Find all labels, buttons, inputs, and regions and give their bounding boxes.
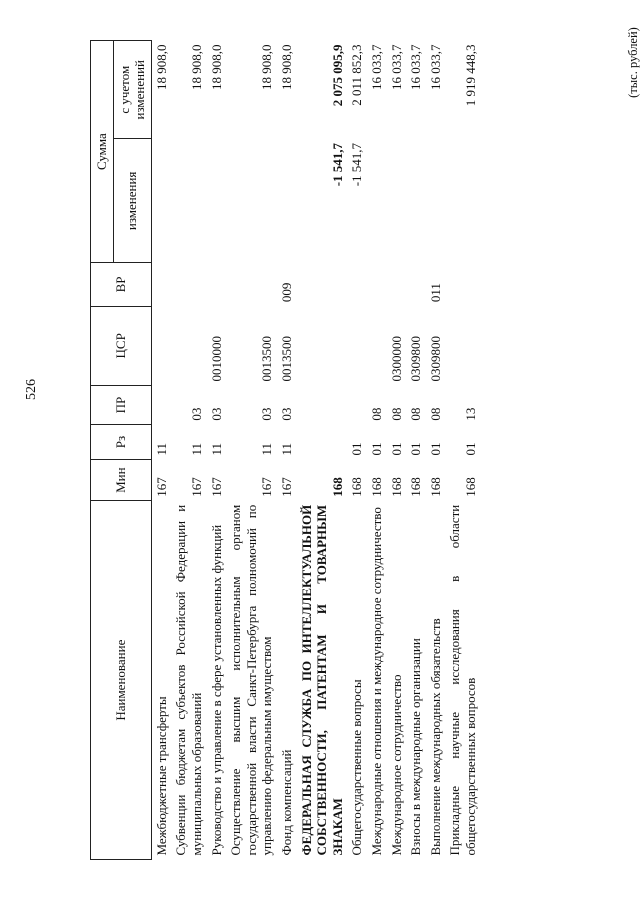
table-row xyxy=(171,41,206,860)
row-change xyxy=(426,139,446,263)
row-change xyxy=(277,139,297,263)
row-pr: 03 xyxy=(278,407,294,421)
row-min: 168 xyxy=(427,477,443,497)
row-pr: 13 xyxy=(462,407,478,421)
row-min: 168 xyxy=(349,477,365,497)
table-row xyxy=(151,41,171,860)
row-change xyxy=(367,139,387,263)
row-csr: 0013500 xyxy=(278,335,294,382)
row-total: 2 075 095,9 xyxy=(329,44,345,107)
row-csr xyxy=(445,306,480,385)
table-row xyxy=(277,41,297,860)
row-min: 167 xyxy=(153,477,169,497)
header-min: Мин xyxy=(91,460,152,501)
row-csr xyxy=(171,306,206,385)
row-pr: 03 xyxy=(259,407,275,421)
row-total: 16 033,7 xyxy=(427,44,443,90)
row-rz: 11 xyxy=(153,443,169,456)
header-vr: ВР xyxy=(91,263,152,306)
row-csr xyxy=(367,306,387,385)
row-csr xyxy=(151,306,171,385)
row-vr: 011 xyxy=(427,283,443,303)
header-total: с учетом изменений xyxy=(113,41,151,139)
row-total: 16 033,7 xyxy=(408,44,424,90)
row-total: 1 919 448,3 xyxy=(462,44,478,107)
row-change xyxy=(445,139,480,263)
row-rz: 01 xyxy=(408,442,424,456)
row-pr: 03 xyxy=(188,407,204,421)
row-name: Взносы в международные организации xyxy=(408,638,424,856)
row-min: 168 xyxy=(388,477,404,497)
row-min: 167 xyxy=(188,477,204,497)
row-change xyxy=(387,139,407,263)
row-rz: 11 xyxy=(208,443,224,456)
row-csr: 0010000 xyxy=(208,335,224,382)
row-min: 168 xyxy=(329,477,345,497)
row-vr xyxy=(151,263,171,306)
table-row xyxy=(226,41,277,860)
row-pr xyxy=(347,385,367,424)
row-min: 167 xyxy=(278,477,294,497)
row-csr: 0309800 xyxy=(408,335,424,382)
row-rz: 01 xyxy=(462,442,478,456)
row-name: Общегосударственные вопросы xyxy=(349,679,365,856)
row-csr xyxy=(297,306,348,385)
row-vr xyxy=(226,263,277,306)
row-rz: 01 xyxy=(427,442,443,456)
row-rz: 01 xyxy=(368,442,384,456)
row-vr xyxy=(367,263,387,306)
row-name: ФЕДЕРАЛЬНАЯ СЛУЖБА ПО ИНТЕЛЛЕКТУАЛЬНОЙ СОБСТВЕННОСТИ, ПАТЕНТАМ И ТОВАРНЫМ ЗНАКАМ xyxy=(298,504,345,856)
row-min: 168 xyxy=(462,477,478,497)
row-change xyxy=(226,139,277,263)
table-row xyxy=(426,41,446,860)
header-csr: ЦСР xyxy=(91,306,152,385)
row-name: Субвенции бюджетам субъектов Российской Федерации и муниципальных образований xyxy=(173,504,204,856)
row-change: -1 541,7 xyxy=(349,142,365,187)
row-pr: 08 xyxy=(368,407,384,421)
row-name: Межбюджетные трансферты xyxy=(153,696,169,856)
table-row xyxy=(347,41,367,860)
header-rz: Рз xyxy=(91,425,152,460)
row-pr: 03 xyxy=(208,407,224,421)
row-name: Международные отношения и международное сотрудничество xyxy=(368,507,384,856)
row-change: -1 541,7 xyxy=(329,142,345,187)
header-name: Наименование xyxy=(91,501,152,860)
row-rz: 11 xyxy=(188,443,204,456)
table-body xyxy=(151,41,480,860)
row-pr: 08 xyxy=(388,407,404,421)
row-min: 167 xyxy=(259,477,275,497)
row-min: 167 xyxy=(208,477,224,497)
header-pr: ПР xyxy=(91,385,152,424)
row-change xyxy=(171,139,206,263)
row-total: 18 908,0 xyxy=(188,44,204,90)
row-rz: 11 xyxy=(259,443,275,456)
row-rz: 01 xyxy=(388,442,404,456)
row-change xyxy=(151,139,171,263)
row-name: Прикладные научные исследования в области общегосударственных вопросов xyxy=(447,504,478,856)
row-total: 18 908,0 xyxy=(153,44,169,90)
row-vr xyxy=(445,263,480,306)
table-row xyxy=(387,41,407,860)
row-vr xyxy=(406,263,426,306)
table-row xyxy=(445,41,480,860)
row-change xyxy=(406,139,426,263)
row-name: Фонд компенсаций xyxy=(278,749,294,856)
row-total: 18 908,0 xyxy=(208,44,224,90)
row-pr: 08 xyxy=(427,407,443,421)
row-rz: 01 xyxy=(349,442,365,456)
page-number: 526 xyxy=(24,379,39,400)
row-total: 18 908,0 xyxy=(278,44,294,90)
row-total: 18 908,0 xyxy=(259,44,275,90)
row-vr xyxy=(387,263,407,306)
row-rz xyxy=(297,425,348,460)
row-csr: 0309800 xyxy=(427,335,443,382)
row-vr: 009 xyxy=(278,282,294,303)
row-name: Выполнение международных обязательств xyxy=(427,618,443,856)
row-pr xyxy=(151,385,171,424)
row-vr xyxy=(207,263,227,306)
row-name: Международное сотрудничество xyxy=(388,674,404,856)
row-change xyxy=(207,139,227,263)
budget-table-container xyxy=(90,40,610,860)
row-vr xyxy=(347,263,367,306)
row-min: 168 xyxy=(408,477,424,497)
table-row xyxy=(207,41,227,860)
row-vr xyxy=(171,263,206,306)
row-total: 16 033,7 xyxy=(368,44,384,90)
budget-table xyxy=(90,40,480,860)
row-vr xyxy=(297,263,348,306)
row-rz: 11 xyxy=(278,443,294,456)
row-name: Руководство и управление в сфере установленных функций xyxy=(208,524,224,856)
row-pr: 08 xyxy=(408,407,424,421)
units-label: (тыс. рублей) xyxy=(625,27,640,98)
table-header xyxy=(91,41,152,860)
row-csr: 0300000 xyxy=(388,335,404,382)
table-row xyxy=(406,41,426,860)
row-pr xyxy=(297,385,348,424)
header-change: изменения xyxy=(113,139,151,263)
row-name: Осуществление высшим исполнительным органом государственной власти Санкт-Петербурга полномочий по управлению федеральным имуществом xyxy=(228,504,275,856)
row-csr xyxy=(347,306,367,385)
table-row xyxy=(367,41,387,860)
row-min: 168 xyxy=(368,477,384,497)
table-row xyxy=(297,41,348,860)
row-total: 16 033,7 xyxy=(388,44,404,90)
row-csr: 0013500 xyxy=(259,335,275,382)
row-total: 2 011 852,3 xyxy=(349,44,365,106)
header-sum: Сумма xyxy=(91,41,114,263)
